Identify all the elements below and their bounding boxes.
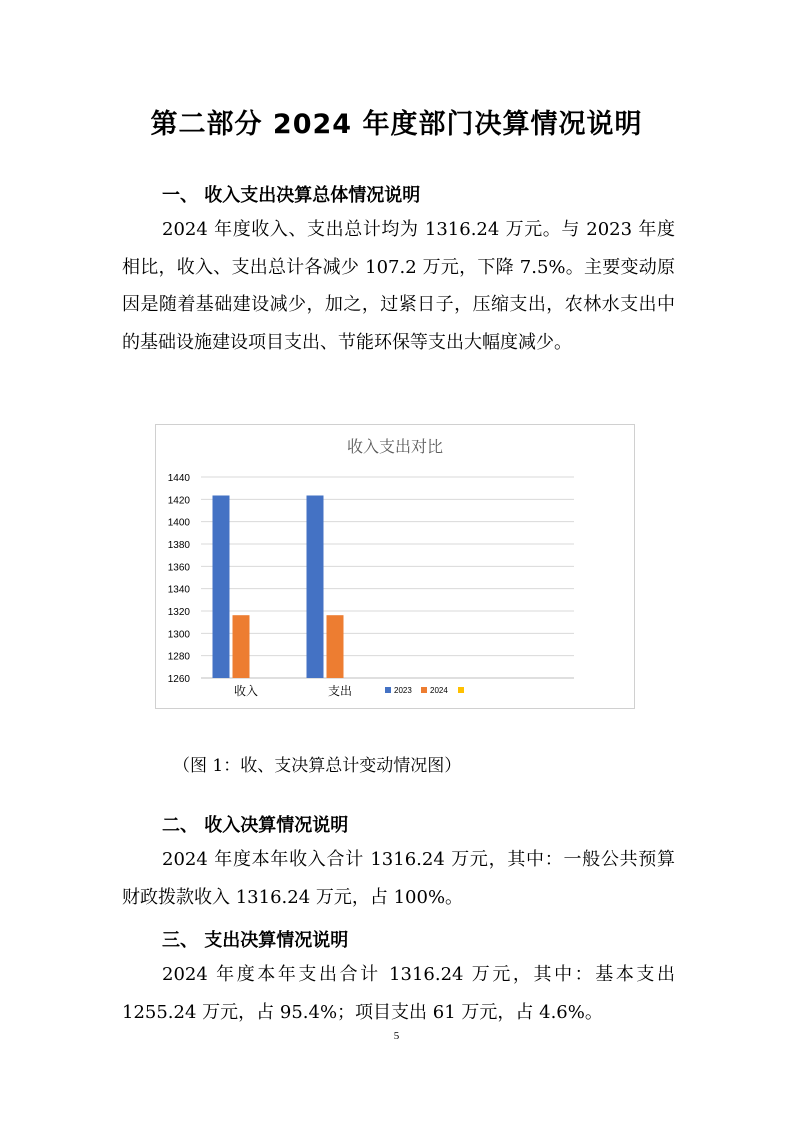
chart-canvas (156, 425, 634, 708)
legend-swatch (385, 687, 391, 693)
section-heading-overall: 一、 收入支出决算总体情况说明 (162, 185, 421, 206)
figure-caption: （图 1：收、支决算总计变动情况图） (173, 756, 462, 776)
y-tick-label: 1360 (167, 562, 190, 574)
y-tick-label: 1380 (167, 540, 190, 551)
section-paragraph-overall: 2024 年度收入、支出总计均为 1316.24 万元。与 2023 年度相比，收入、支出总计各减少 107.2 万元，下降 7.5%。主要变动原因是随着基础建设减少，加之，过紧日子，压缩支出，农林水支出中的基础设施建设项目支出、节能环保等支出大幅度减少。 (122, 219, 675, 353)
legend-swatch (458, 687, 464, 693)
section-heading-income: 二、 收入决算情况说明 (162, 815, 349, 836)
legend-label: 2024 (430, 686, 448, 695)
y-tick-label: 1320 (167, 607, 190, 618)
chart-title: 收入支出对比 (346, 437, 444, 456)
section-heading-expense: 三、 支出决算情况说明 (162, 930, 349, 951)
legend-label: 2023 (394, 686, 412, 695)
section-paragraph-expense: 2024 年度本年支出合计 1316.24 万元，其中：基本支出 1255.24 万元，占 95.4%；项目支出 61 万元，占 4.6%。 (122, 964, 675, 1023)
y-tick-label: 1280 (167, 651, 190, 663)
page-number: 5 (393, 1030, 400, 1042)
x-category-label: 收入 (233, 684, 259, 698)
x-category-label: 支出 (327, 684, 353, 698)
y-tick-label: 1340 (167, 584, 190, 596)
y-tick-label: 1260 (167, 674, 190, 685)
section-paragraph-income: 2024 年度本年收入合计 1316.24 万元，其中：一般公共预算财政拨款收入 1316.24 万元，占 100%。 (122, 849, 675, 908)
income-expense-chart (155, 424, 635, 709)
page-title: 第二部分 2024 年度部门决算情况说明 (150, 109, 643, 140)
bar (327, 615, 344, 678)
y-tick-label: 1440 (167, 473, 190, 484)
legend-swatch (421, 687, 427, 693)
y-tick-label: 1400 (167, 517, 190, 529)
bar (233, 615, 250, 678)
bar (213, 495, 230, 678)
y-tick-label: 1420 (167, 495, 190, 507)
y-tick-label: 1300 (167, 629, 190, 641)
bar (307, 495, 324, 678)
